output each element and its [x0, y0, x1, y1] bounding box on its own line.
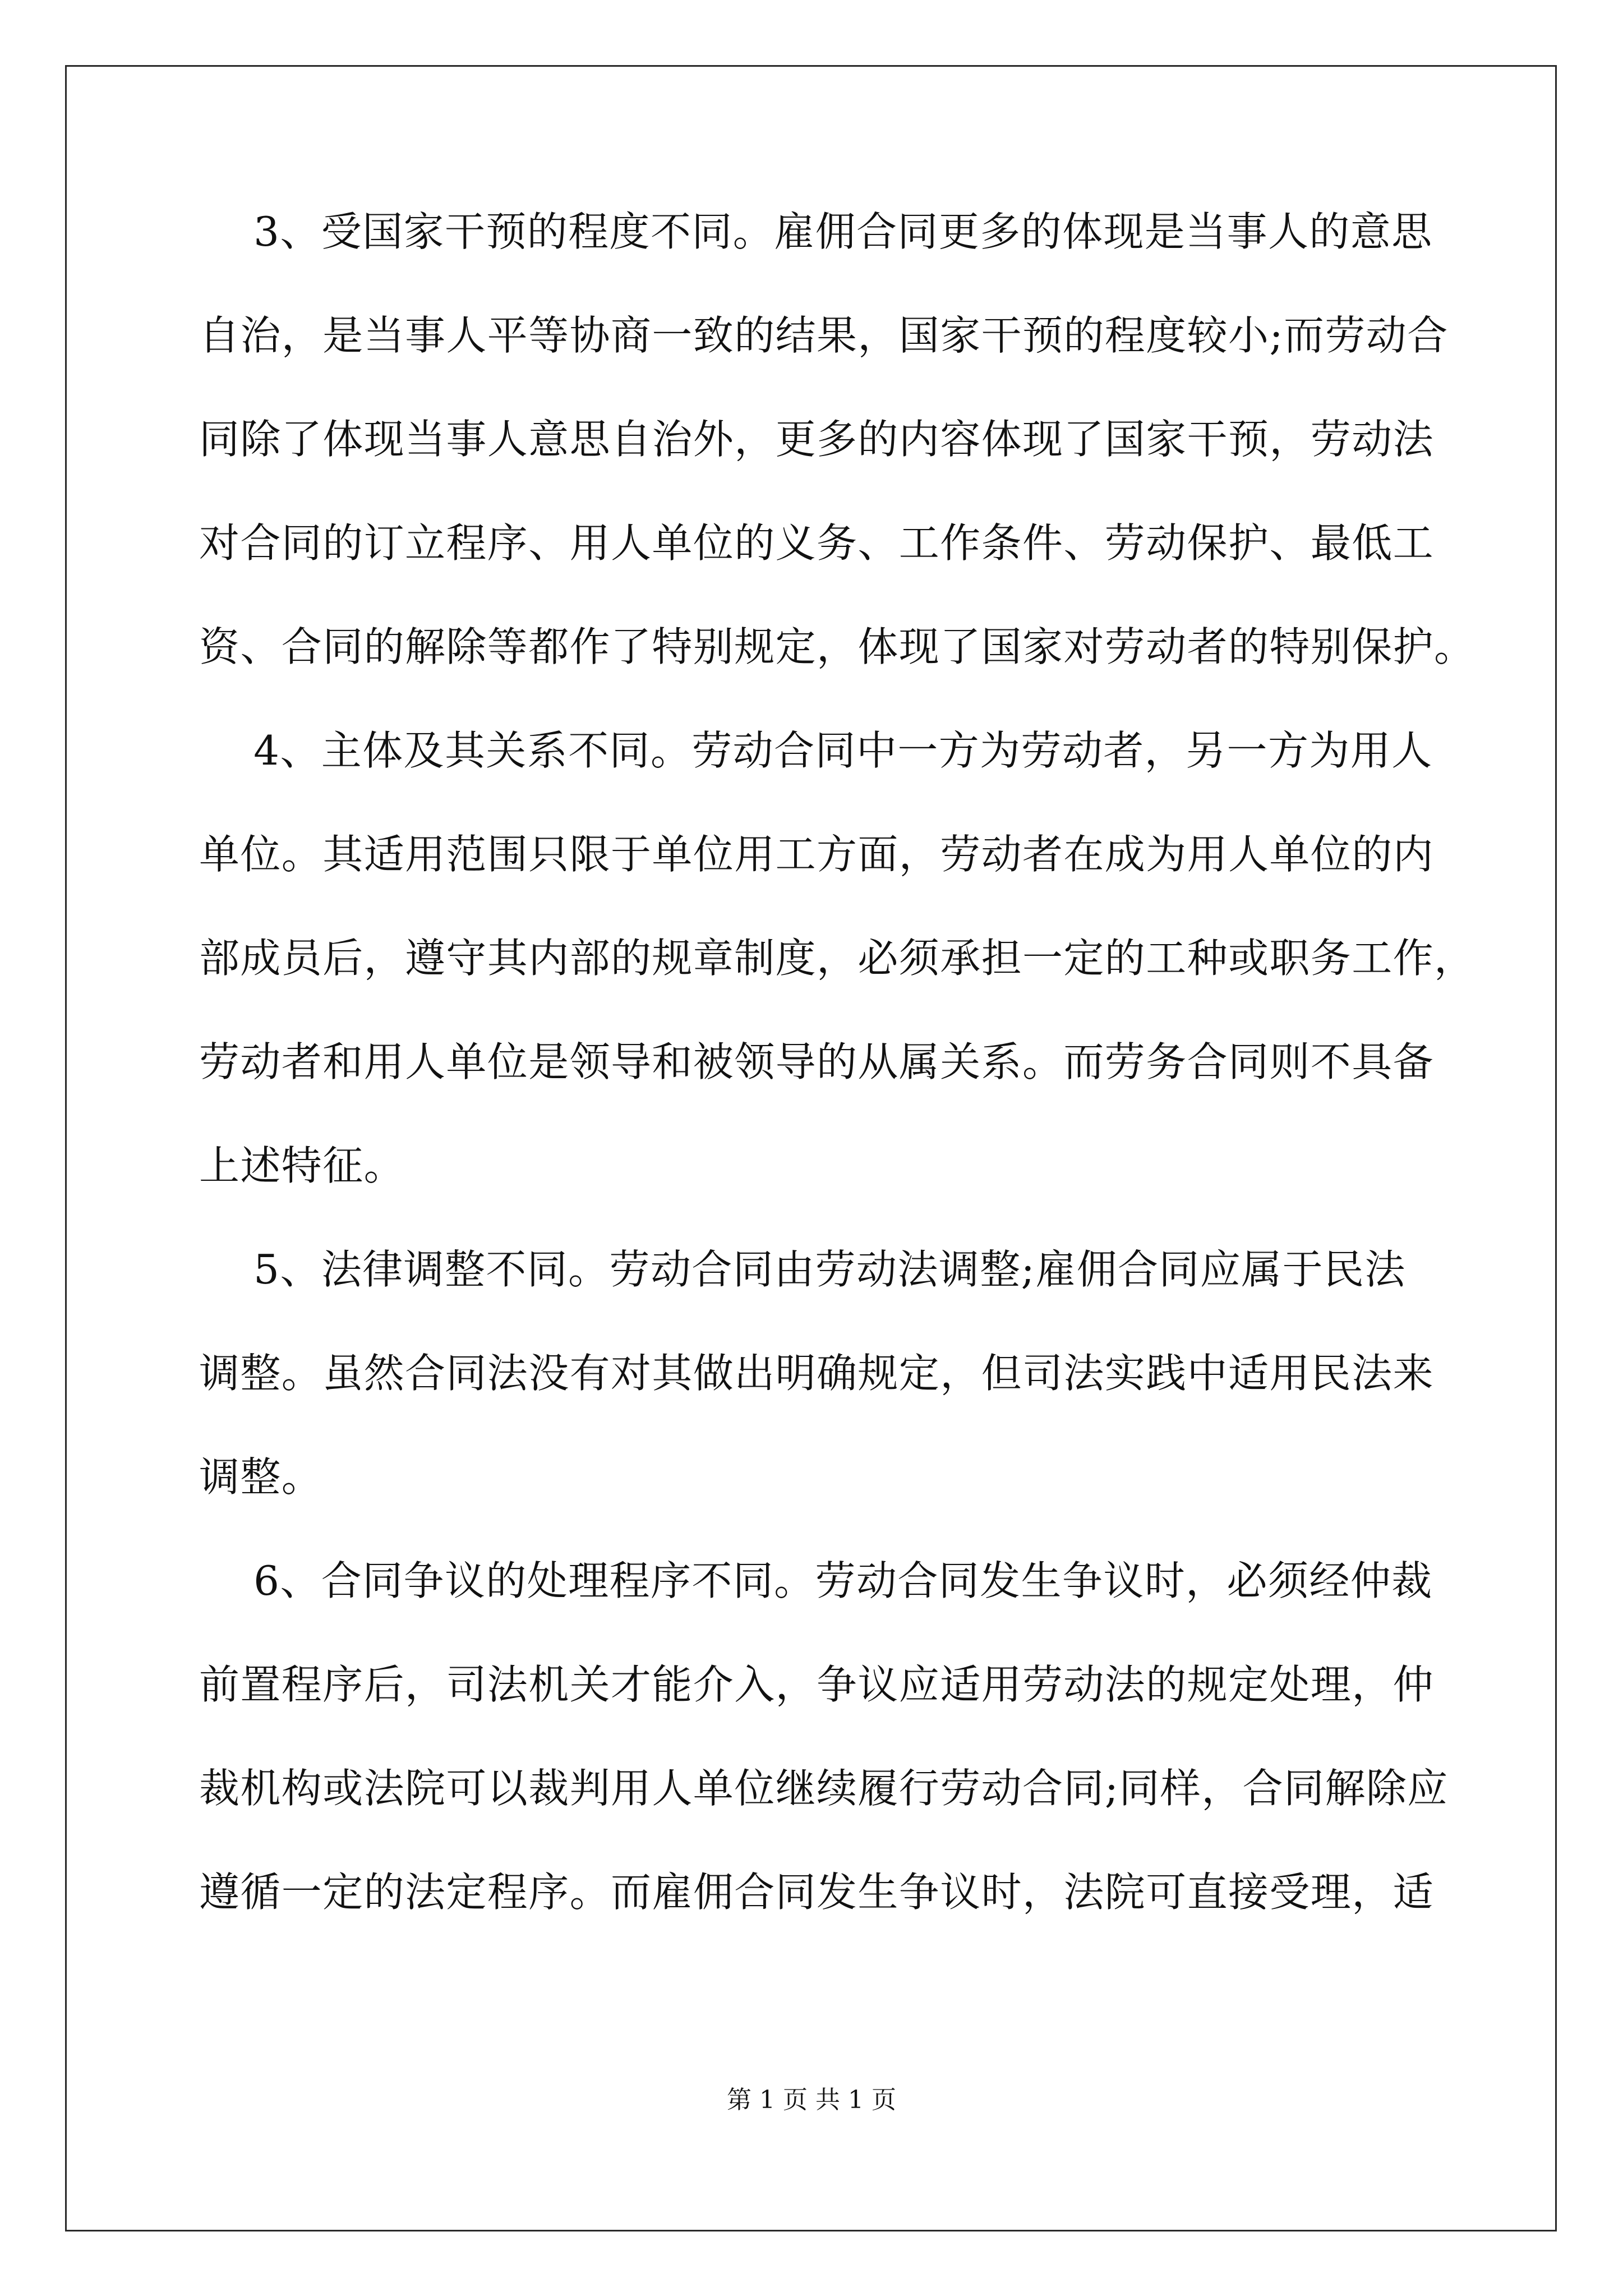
text-line: 前置程序后，司法机关才能介入，争议应适用劳动法的规定处理，仲 — [199, 1661, 1435, 1708]
text-line: 4、主体及其关系不同。劳动合同中一方为劳动者，另一方为用人 — [199, 727, 1433, 774]
text-line: 上述特征。 — [199, 1142, 405, 1189]
page-number-footer: 第 1 页 共 1 页 — [727, 2086, 896, 2114]
text-line: 遵循一定的法定程序。而雇佣合同发生争议时，法院可直接受理，适 — [199, 1869, 1435, 1916]
text-line: 单位。其适用范围只限于单位用工方面，劳动者在成为用人单位的内 — [199, 831, 1435, 878]
text-line: 调整。 — [199, 1453, 323, 1501]
text-line: 5、法律调整不同。劳动合同由劳动法调整;雇佣合同应属于民法 — [199, 1246, 1406, 1293]
text-line: 同除了体现当事人意思自治外，更多的内容体现了国家干预，劳动法 — [199, 416, 1435, 463]
text-line: 对合同的订立程序、用人单位的义务、工作条件、劳动保护、最低工 — [199, 519, 1435, 567]
text-line: 自治，是当事人平等协商一致的结果，国家干预的程度较小;而劳动合 — [199, 312, 1449, 359]
text-line: 3、受国家干预的程度不同。雇佣合同更多的体现是当事人的意思 — [199, 208, 1433, 255]
text-line: 裁机构或法院可以裁判用人单位继续履行劳动合同;同样，合同解除应 — [199, 1765, 1449, 1812]
text-line: 部成员后，遵守其内部的规章制度，必须承担一定的工种或职务工作， — [199, 935, 1476, 982]
text-line: 资、合同的解除等都作了特别规定，体现了国家对劳动者的特别保护。 — [199, 623, 1476, 670]
text-line: 劳动者和用人单位是领导和被领导的从属关系。而劳务合同则不具备 — [199, 1038, 1435, 1085]
text-line: 调整。虽然合同法没有对其做出明确规定，但司法实践中适用民法来 — [199, 1350, 1435, 1397]
text-line: 6、合同争议的处理程序不同。劳动合同发生争议时，必须经仲裁 — [199, 1557, 1433, 1604]
